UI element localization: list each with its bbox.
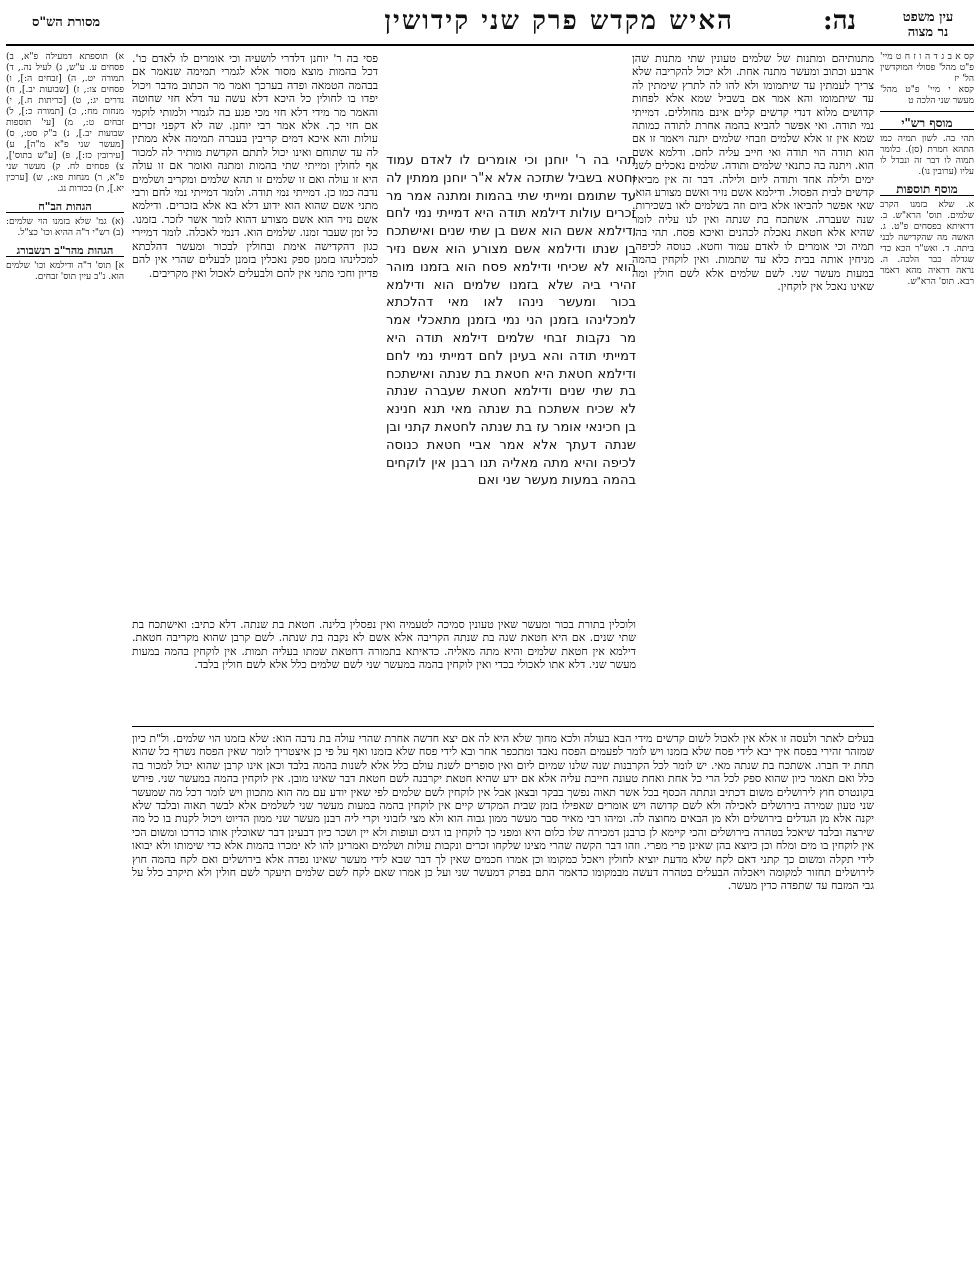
musaf-rashi-title: מוסף רש"י [880,118,974,130]
ein-mishpat-entry: קס א ב ג ד ה ו ז ח ט מיי' פ"ט מהל' פסולי המוקדשין הל' יז [880,52,974,84]
ner-mitzvah-label: נר מצוה [907,25,949,40]
musaf-tosafot-title: מוסף תוספות [880,184,974,196]
rashi-text: מתנותיהם ומתנות של שלמים טעונין שתי מתנות שהן ארבע וכתוב ומעשר מתנה אחת. ולא יכול להקריבה שלא צריך לעמתין עד שיתמומו ולא להו לה לתרץ שימתין לה עד שיתמומו והא אמר אם בשביל שמא אלא לפחות קדושים מלוא דנדי קדשים קלים אינם מחוללים. דמייתי נמי תודה. ואי אפשר להביא בהמה אחרת לתודה כמותה שמא אין זו אלא שלמים וזבחי שלמים יתנה ויאמר זו אם הוא תודה הוי תודה ואי חייב עליה לחם. ודלמא אשם הוא. ויתנה בה כתנאי שלמים ותודה. שלמים נאכלים לשני ימים ולילה אחד ותודה ליום ולילה. דבר זה אין מביאין קדשים לבית הפסול. ודילמא אשם נזיר ואשם מצורע הוא. שאי אפשר להביאו אלא ביום וזה בשלמים לאו בשכירות. שנה שעברה. אשתכח בת שנתה ואין לנו עליה לומר שהיא אלא חטאת נאכלת לכהנים ואיכא פסח. תהי בה. תמיה וכי אומרים לו לאדם עמוד וחטא. כנוסה לכיפה. מניחין אותה בבית כלא עד שתמות. ואין לוקחין בהמה במעות מעשר שני. לשם שלמים אלא לשם חולין ומה שאינו נאכל אין לוקחין. [632,52,874,293]
daf-number: נה: [822,6,856,36]
hagahot-bach-title: הגהות הב"ח [6,201,124,213]
masoret-column [6,52,124,283]
rashi-column [632,52,874,722]
hagahot-bach-text: (א) גמ' שלא בזמנו הוי שלמים: (ב) רש"י ד"ה ההיא וכו' כצ"ל. [6,217,124,238]
ein-mishpat-entries [880,52,974,112]
ein-mishpat-header [882,10,974,40]
tosafot-text: פסי בה ר' יוחנן דלדרי לושעיה וכי אומרים לו לאדם כו'. דכל בהמות מוצא מסור אלא לגמרי תמימה שנאמר אם בבהמה הטמאה ופדה בערכך ואמר מר הכתוב מדבר ויכול יפדו בו לחולין כל היכא דלא עשה עד דלא חזי שחוטה והאמר מר מידי דלא חזי מכי פגע בה לגמרי ולמותי לוקמי אם חזי כך. אלא אמר רבי יוחנן. שה לא דקפני זכרים עולות והא איכא דמים קריבין בעברה תמימה אלא ממתין לה עד שתוחם ואינו יכול לתתם הקדשת מותיר לה למכור אף לחולין ומייתי שתי בהמות ומתנה ואומר אם זו עולה היא זו עולה ואם זו שלמים זו תהא שלמים ומקריב ושלמים נדבה כמו כן. דמייתי נמי תודה. ולומר דמייתי נמי לחם ורבי מתני אשם שהוא הוא ידוע דלא בא אלא בזכרים. ודילמא אשם נזיר הוא אשם מצורע דהוא לומר אשר לזכר. בזמנו. כל זמן שעבר זמנו. שלמים הוא. דנמי לאכלה. לומר דמיירי כגון דהקדישה אימת ובחולין לבכור ומעשר דהלכתא למכלינהו בזמנן ספק נאכלין בזמנן לבעלים שהרי אין להם פדיון וחכי מתני אין להם ולבעלים לאכול ואין מקריבים. [132,52,378,280]
bottom-commentary [132,732,874,1265]
ein-mishpat-entry: קסא י מיי' פ"ט מהל' מעשר שני הלכה ט [880,85,974,106]
ein-mishpat-column [880,52,974,288]
page-header [6,6,974,46]
musaf-tosafot-text: א. שלא בזמנו הקרב שלמים. תוס' הרא"ש. ב. דראיתא בפסחים פ"ט. ג. האשה מה שהקדישה לבני ביתה. ד. ואש"ר הכא כדי שגדלה כבר הלכה. ה. נראה דראיה מהא דאמר רבא. תוס' הרא"ש. [880,200,974,287]
hagahot-maharab-text: א] תוס' ד"ה ודילמא וכו' שלמים הוא. נ"ב עיין תוס' זבחים. [6,261,124,282]
tosafot-continuation [132,618,636,722]
tosafot-continuation-text: ולוכלין בתורת בכור ומעשר שאין טעונין סמיכה לטעמיה ואין נפסלין בלינה. חטאת בת שנתה. דלא כתיב: ואישתכח בת שתי שנים. אם היא חטאת שנה בת שנתה הקריבה אלא אשם לא נקבה בת שנתה. לשם קרבן שהוא מקריבה חטאת. דילמא אין חטאת שלמים והיא מתה מאליה. כדאיתא בתמורה דחטאת שמתו בעליה תמות. אין לוקחין בהמה במעות מעשר שני. דלא אתו לאכולי בכדי ואין לוקחין בהמה במעשר שני לשם שלמים כלל אלא לשם חולין בלבד. [132,618,636,672]
musaf-rashi-text: תהי בה. לשון תמיה כמו התהא חמרת (סן). כלומר תמוה לו דבר זה ונבדל לו עליו (ערובין נו). [880,134,974,177]
masoret-text: א) תוספתא דמעילה פ"א, ב) פסחים ע. ע"ש, ג) לעיל נה., ד) תמורה יט., ה) [זבחים ה:], ו) פסחים צו:, ז) [שבועות יב.], ח) נדרים יג:, ט) [כריתות ח.], י) מנחות מח:, כ) [תמורה כ:], ל) זבחים ט:, מ) [עי' תוספות שבועות יב.], נ) ב"ק סט:, ס) [מעשר שני פ"א מ"ה], ע) [עירובין כז:], פ) [ע"ש בתוס'], צ) פסחים לח. ק) מעשר שני פ"א, ר) מנחות פא:, ש) [ערכין יא.], ת) בכורות נג. [6,52,124,194]
bottom-commentary-text: בעלים לאתר ולעסה זו אלא אין לאכול לשום קדשים מידי הבא בעולה ולכא מחוך שלא היא לה אם יצא חדשה אחרת שהרי עולה בת נדבה הוא: שלא בזמנו הוי שלמים. ול"ת כיון שמזהר זהירי בפסח איך יבא לידי פסח שלא בזמנו ויש לומר לפעמים הפסח נאבד ומתכפר אחר ובא לידי פסח שלא בזמנו ואף על פי כן איצטריך לומר שאין הפסח נשרף כל שהוא תחת יד חברו. אשתכח בת שנתה מאי. יש לומר לכל הקרבנות שנה שלנו שמיום ליום ואין סופרים לשנת עולם כלל אלא לשנות בהמה בלבד וכאן אינו קרבן שהוא יכול למכור בה כלל ואם תאמר כיון שהוא ספק לכל הרי כל אחת ואחת טעונה חייבת עליה אלא אם ידע שהיא חטאת יקרבנה לשם חטאת דבר שאינו מובן. אין לוקחין בהמה במעשר שני. פירש בקונטרס חוץ לירושלים משום דכתיב ונתתה הכסף בכל אשר תאוה נפשך בבקר ובצאן אבל אין לוקחין לשם שלמים לפי שאין יודע עם מה הוא מתכוון ויש לומר דכל מה שמעשר שני טעון שמירה בירושלים לאכילה ולא לשם קדושה ויש אומרים שאפילו בזמן שבית המקדש קיים אין לוקחין בהמה במעות מעשר שני לשלמים אלא לבשר תאוה ובלבד שלא יקנה אלא מן הגדלים בירושלים ולא מן הבאים מחוצה לה. ומיהו רבי מאיר סבר מעשר ממון גבוה הוא ולא מצי לזבוני וקרי ליה רבנן מעשר שני ממון הדיוט ויכול לקנות בו כל מה שירצה ובלבד שיאכל בטהרה בירושלים והכי קיימא לן כרבנן דמכירה שלו כלום היא ומפני כך לוקחין בו דגים ועופות ולא יין ושכר כיון דבעינן דבר שאוכלין אותו כדרכו ומשום הכי אין לוקחין בו מים ומלח וכן כיוצא בהן שאינן פרי מפרי. וזהו דבר הקשה שהרי מצינו שלקחו זכרים ונקבות עולות ושלמים ואמרינן להו לא ימכרו בהמות אלא כדי שימותו ולא יבואו לידי תקלה ומשום כך קתני דאם לקח שלא מדעת יוציא לחולין ויאכל כמקומו וכן אמרו חכמים שאין לך דבר שבא לידי מעשר שאינו נפדה אלא בירושלים ואם לקח בהמה חוץ לירושלים תחזור למקומה ויאכלוה הבעלים בטהרה דעשה מבמקומו כדאמר התם בפרק דמעשר שני ועל כן אמרו שאם לקח לשם שלמים תיעקר לשם חולין ולא תיקרב כלל על גבי המזבח עד שתפדה כדין מעשר. [132,732,874,893]
section-divider [132,726,874,727]
gemara-block [386,152,636,610]
ein-mishpat-label: עין משפט [902,10,954,25]
hagahot-maharab-title: הגהות מהר"ב רנשבורג [6,245,124,257]
masoret-header: מסורת הש"ס [31,15,101,30]
page-title: האיש מקדש פרק שני קידושין [384,6,734,36]
gemara-text: תהי בה ר' יוחנן וכי אומרים לו לאדם עמוד וחטא בשביל שתזכה אלא א"ר יוחנן ממתין לה עד שתומם ומייתי שתי בהמות ומתנה אמר מר זכרים עולות דילמא תודה היא דמייתי נמי לחם ודילמא אשם הוא אשם בן שתי שנים ואישתכח בן שנתו ודילמא אשם מצורע הוא אשם נזיר הוא לא שכיחי ודילמא פסח הוא בזמנו מוהר זהירי ביה שלא בזמנו שלמים הוא ודילמא בכור ומעשר נינהו לאו מאי דהלכתא למכלינהו בזמנן הני נמי בזמנן מתאכלי אמר מר נקבות זבחי שלמים דילמא תודה היא דמייתי תודה והא בעינן לחם דמייתי נמי לחם ודילמא חטאת היא חטאת בת שנתה ואישתכח בת שתי שנים ודילמא חטאת שעברה שנתה לא שכיח אשתכח בת שנתה מאי תנא חנינא בן חכינאי אומר עז בת שנתה לחטאת קתני ובן שנתה דעתך אלא אמר אביי חטאת כנוסה לכיפה והיא מתה מאליה תנו רבנן אין לוקחים בהמה במעות מעשר שני ואם [386,153,636,489]
